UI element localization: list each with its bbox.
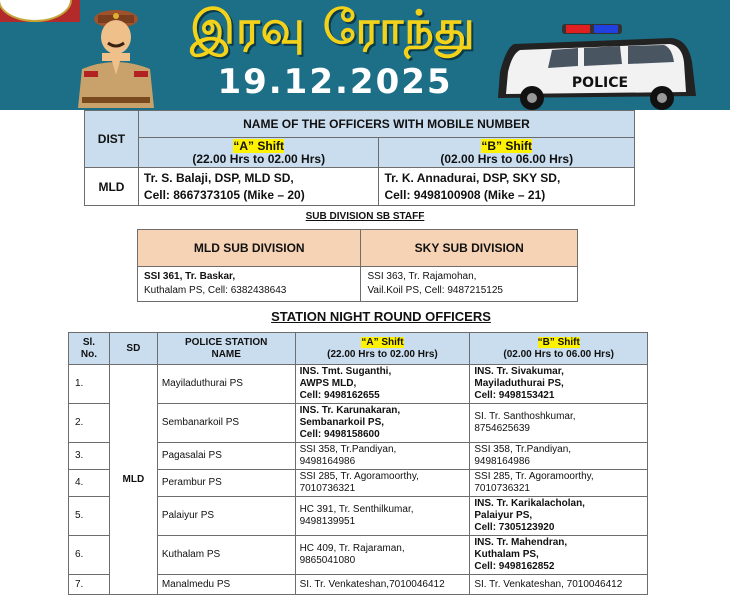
col-officers-header: NAME OF THE OFFICERS WITH MOBILE NUMBER <box>138 111 634 138</box>
mld-sb-line1: SSI 361, Tr. Baskar, <box>144 271 236 282</box>
row-number: 7. <box>69 575 110 595</box>
b-shift-officer-line: SSI 358, Tr.Pandiyan, <box>474 444 572 455</box>
b-shift-officer-line: INS. Tr. Karikalacholan, <box>474 498 585 509</box>
document-body <box>0 110 730 591</box>
police-station-name: Palaiyur PS <box>157 497 295 536</box>
a-shift-officer-cell <box>295 497 470 536</box>
a-shift-officer-line: INS. Tr. Karunakaran, <box>299 405 401 416</box>
officers-table <box>84 110 635 206</box>
a-shift-officer-line: Sembanarkoil PS, <box>299 417 385 428</box>
police-car-icon <box>492 22 702 110</box>
a-shift-officer-line: SSI 285, Tr. Agoramoorthy, <box>299 471 419 482</box>
a-shift-officer-line: AWPS MLD, <box>299 378 357 389</box>
b-shift-officer-cell <box>470 497 648 536</box>
nr-a-shift-label: “A” Shift <box>361 336 404 348</box>
a-shift-label: “A” Shift <box>233 138 285 153</box>
sky-sb-staff <box>361 267 578 302</box>
row-number: 6. <box>69 536 110 575</box>
a-shift-officer-line: Cell: 9498162655 <box>299 390 380 401</box>
dist-value: MLD <box>85 168 139 206</box>
a-shift-officer-line: SSI 358, Tr.Pandiyan, <box>299 444 397 455</box>
a-shift-officer-cell <box>295 536 470 575</box>
nr-b-shift-time: (02.00 Hrs to 06.00 Hrs) <box>503 348 614 360</box>
a-shift-officer <box>138 168 379 206</box>
b-officer-line1: Tr. K. Annadurai, DSP, SKY SD, <box>384 170 561 185</box>
a-shift-officer-line: 9865041080 <box>299 555 356 566</box>
a-shift-officer-cell <box>295 470 470 497</box>
a-officer-line1: Tr. S. Balaji, DSP, MLD SD, <box>143 170 294 185</box>
a-shift-officer-cell <box>295 404 470 443</box>
b-shift-officer-cell <box>470 365 648 404</box>
a-shift-officer-line: 9498139951 <box>299 516 356 527</box>
a-shift-officer-cell <box>295 575 470 595</box>
b-shift-time: (02.00 Hrs to 06.00 Hrs) <box>440 151 574 166</box>
row-number: 4. <box>69 470 110 497</box>
b-shift-officer-line: INS. Tr. Sivakumar, <box>474 366 564 377</box>
police-officer-icon <box>72 5 160 108</box>
nr-b-shift-label: “B” Shift <box>537 336 580 348</box>
a-shift-officer-line: INS. Tmt. Suganthi, <box>299 366 392 377</box>
b-shift-officer-line: INS. Tr. Mahendran, <box>474 537 568 548</box>
police-station-name: Kuthalam PS <box>157 536 295 575</box>
police-station-name: Sembanarkoil PS <box>157 404 295 443</box>
police-station-name: Manalmedu PS <box>157 575 295 595</box>
col-b-shift-header <box>470 333 648 365</box>
sd-value: MLD <box>109 365 157 595</box>
a-shift-officer-line: HC 409, Tr. Rajaraman, <box>299 543 405 554</box>
b-shift-officer-line: SI. Tr. Venkateshan, 7010046412 <box>474 578 623 590</box>
col-ps-line2: NAME <box>211 348 241 360</box>
header-banner <box>0 0 730 110</box>
table-row <box>69 365 648 404</box>
car-police-label: POLICE <box>571 75 629 91</box>
row-number: 1. <box>69 365 110 404</box>
night-round-title: STATION NIGHT ROUND OFFICERS <box>271 309 491 324</box>
sb-staff-table <box>137 229 578 302</box>
row-number: 2. <box>69 404 110 443</box>
mld-sb-line2: Kuthalam PS, Cell: 6382438643 <box>144 285 287 296</box>
police-station-name: Pagasalai PS <box>157 443 295 470</box>
a-officer-line2: Cell: 8667373105 (Mike – 20) <box>143 187 305 202</box>
a-shift-officer-line: SI. Tr. Venkateshan,7010046412 <box>299 578 445 590</box>
b-shift-officer-cell <box>470 404 648 443</box>
b-shift-officer-line: Cell: 9498162852 <box>474 561 555 572</box>
col-sl-no-header <box>69 333 110 365</box>
mld-sub-division-header: MLD SUB DIVISION <box>138 230 361 267</box>
b-shift-officer-cell <box>470 536 648 575</box>
header-date: 19.12.2025 <box>217 62 453 102</box>
a-shift-officer-line: HC 391, Tr. Senthilkumar, <box>299 504 414 515</box>
a-shift-officer-line: Cell: 9498158600 <box>299 429 380 440</box>
row-number: 3. <box>69 443 110 470</box>
b-shift-officer-line: 8754625639 <box>474 423 530 434</box>
night-round-rows <box>69 365 648 595</box>
police-station-name: Perambur PS <box>157 470 295 497</box>
b-shift-officer-line: Cell: 7305123920 <box>474 522 555 533</box>
b-shift-officer-line: SSI 285, Tr. Agoramoorthy, <box>474 471 594 482</box>
col-ps-line1: POLICE STATION <box>184 336 268 348</box>
col-a-shift-header <box>295 333 470 365</box>
a-shift-officer-cell <box>295 443 470 470</box>
sky-sb-line1: SSI 363, Tr. Rajamohan, <box>367 271 477 282</box>
row-number: 5. <box>69 497 110 536</box>
police-station-name: Mayiladuthurai PS <box>157 365 295 404</box>
col-no-label: No. <box>80 348 97 360</box>
sb-staff-title: SUB DIVISION SB STAFF <box>305 211 425 222</box>
b-shift-header <box>379 138 635 168</box>
night-round-table <box>68 332 648 595</box>
b-officer-line2: Cell: 9498100908 (Mike – 21) <box>384 187 546 202</box>
b-shift-officer-cell <box>470 470 648 497</box>
a-shift-time: (22.00 Hrs to 02.00 Hrs) <box>192 151 326 166</box>
b-shift-officer-line: SI. Tr. Santhoshkumar, <box>474 411 576 422</box>
a-shift-officer-line: 9498164986 <box>299 456 356 467</box>
a-shift-officer-cell <box>295 365 470 404</box>
b-shift-officer-line: Palaiyur PS, <box>474 510 533 521</box>
b-shift-officer-line: Mayiladuthurai PS, <box>474 378 564 389</box>
mld-sb-staff <box>138 267 361 302</box>
col-sd-header: SD <box>109 333 157 365</box>
b-shift-officer-line: 9498164986 <box>474 456 530 467</box>
a-shift-header <box>138 138 379 168</box>
nr-a-shift-time: (22.00 Hrs to 02.00 Hrs) <box>327 348 438 360</box>
b-shift-officer-line: 7010736321 <box>474 483 530 494</box>
b-shift-label: “B” Shift <box>481 138 533 153</box>
header-title: இரவு ரோந்து <box>190 0 476 54</box>
col-sl-label: Sl. <box>82 336 96 348</box>
a-shift-officer-line: 7010736321 <box>299 483 356 494</box>
col-dist-header: DIST <box>85 111 139 168</box>
sky-sb-line2: Vail.Koil PS, Cell: 9487215125 <box>367 285 503 296</box>
b-shift-officer-line: Kuthalam PS, <box>474 549 539 560</box>
sky-sub-division-header: SKY SUB DIVISION <box>361 230 578 267</box>
col-ps-header <box>157 333 295 365</box>
b-shift-officer-cell <box>470 443 648 470</box>
b-shift-officer-cell <box>470 575 648 595</box>
b-shift-officer-line: Cell: 9498153421 <box>474 390 555 401</box>
b-shift-officer <box>379 168 635 206</box>
